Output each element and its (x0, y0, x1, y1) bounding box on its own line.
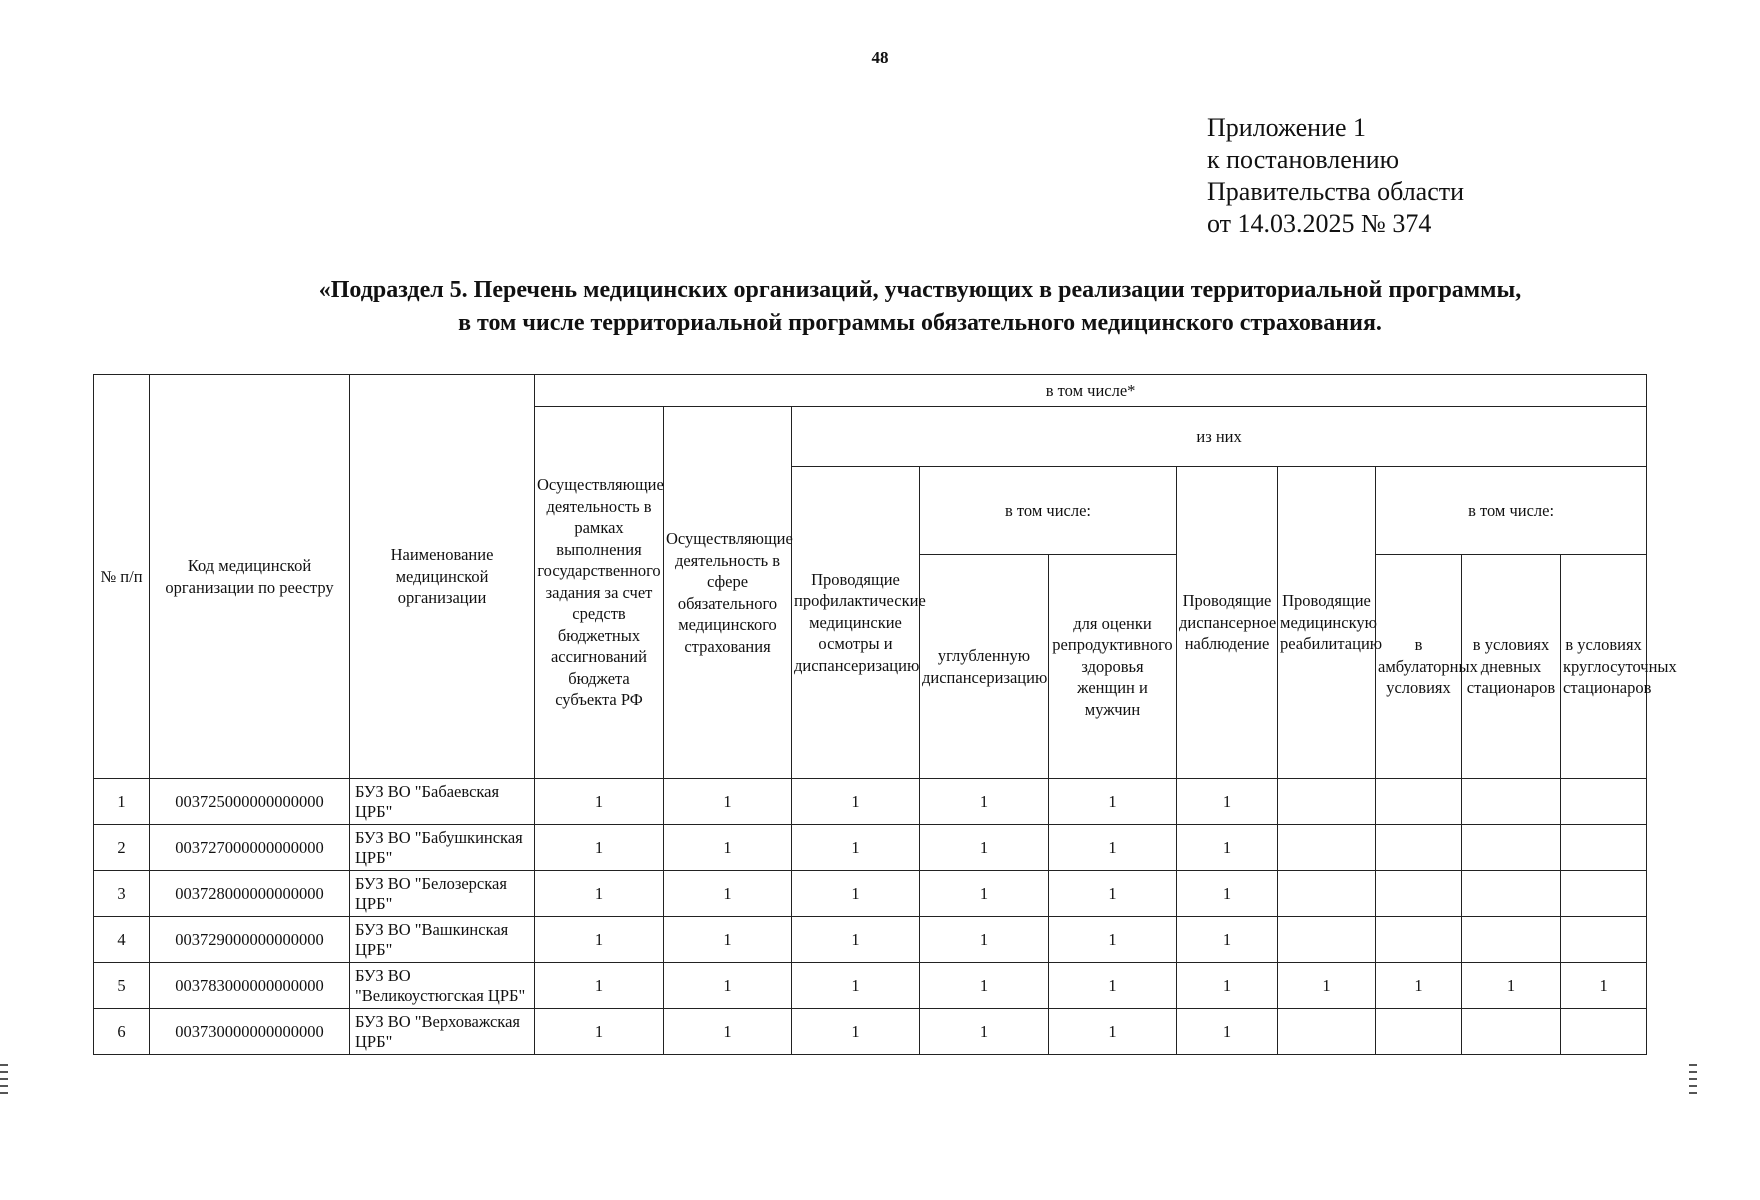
header-round: в условиях круглосуточных стационаров (1561, 555, 1647, 779)
cell-round (1561, 871, 1647, 917)
cell-deep: 1 (920, 1009, 1049, 1055)
cell-rehab (1278, 825, 1376, 871)
header-day: в условиях дневных стационаров (1462, 555, 1561, 779)
cell-amb (1376, 871, 1462, 917)
cell-disp: 1 (1177, 825, 1278, 871)
organizations-table (93, 374, 1677, 1055)
cell-code: 003725000000000000 (150, 779, 350, 825)
cell-budget: 1 (535, 779, 664, 825)
cell-repro: 1 (1049, 825, 1177, 871)
cell-name: БУЗ ВО "Вашкинская ЦРБ" (350, 917, 535, 963)
table-row (94, 779, 1647, 825)
cell-code: 003729000000000000 (150, 917, 350, 963)
appendix-block (1207, 112, 1464, 240)
header-including-1: в том числе: (920, 467, 1177, 555)
cell-budget: 1 (535, 963, 664, 1009)
cell-round (1561, 917, 1647, 963)
header-oms: Осуществляющие деятельность в сфере обязательного медицинского страхования (664, 407, 792, 779)
cell-oms: 1 (664, 917, 792, 963)
header-prof: Проводящие профилактические медицинские осмотры и диспансеризацию (792, 467, 920, 779)
header-rehab: Проводящие медицинскую реабилитацию (1278, 467, 1376, 779)
cell-day (1462, 779, 1561, 825)
cell-oms: 1 (664, 963, 792, 1009)
cell-name: БУЗ ВО "Бабаевская ЦРБ" (350, 779, 535, 825)
cell-repro: 1 (1049, 1009, 1177, 1055)
table-row (94, 1009, 1647, 1055)
cell-disp: 1 (1177, 963, 1278, 1009)
header-code: Код медицинской организации по реестру (150, 375, 350, 779)
cell-deep: 1 (920, 825, 1049, 871)
header-budget: Осуществляющие деятельность в рамках выполнения государственного задания за счет средств бюджетных ассигнований бюджета субъекта РФ (535, 407, 664, 779)
cell-name: БУЗ ВО "Великоустюгская ЦРБ" (350, 963, 535, 1009)
cell-rehab (1278, 779, 1376, 825)
cell-prof: 1 (792, 825, 920, 871)
cell-disp: 1 (1177, 779, 1278, 825)
cell-budget: 1 (535, 1009, 664, 1055)
cell-prof: 1 (792, 963, 920, 1009)
appendix-line: к постановлению (1207, 145, 1400, 174)
header-num: № п/п (94, 375, 150, 779)
appendix-line: Приложение 1 (1207, 113, 1367, 142)
cell-num: 5 (94, 963, 150, 1009)
cell-num: 3 (94, 871, 150, 917)
header-in-that-number: в том числе* (535, 375, 1647, 407)
table-row (94, 871, 1647, 917)
cell-amb: 1 (1376, 963, 1462, 1009)
cell-amb (1376, 825, 1462, 871)
header-repro: для оценки репродуктивного здоровья женщин и мужчин (1049, 555, 1177, 779)
cell-prof: 1 (792, 917, 920, 963)
cell-oms: 1 (664, 871, 792, 917)
cell-round: 1 (1561, 963, 1647, 1009)
cell-disp: 1 (1177, 871, 1278, 917)
appendix-line: Правительства области (1207, 177, 1465, 206)
cell-num: 4 (94, 917, 150, 963)
cell-rehab (1278, 917, 1376, 963)
header-including-2: в том числе: (1376, 467, 1647, 555)
header-amb: в амбулаторных условиях (1376, 555, 1462, 779)
cell-day (1462, 917, 1561, 963)
cell-oms: 1 (664, 1009, 792, 1055)
cell-budget: 1 (535, 917, 664, 963)
header-name: Наименование медицинской организации (350, 375, 535, 779)
cell-deep: 1 (920, 779, 1049, 825)
cell-day (1462, 825, 1561, 871)
cell-disp: 1 (1177, 917, 1278, 963)
cell-amb (1376, 1009, 1462, 1055)
cell-round (1561, 825, 1647, 871)
cell-repro: 1 (1049, 963, 1177, 1009)
appendix-line: от 14.03.2025 № 374 (1207, 209, 1432, 238)
cell-code: 003783000000000000 (150, 963, 350, 1009)
cell-prof: 1 (792, 871, 920, 917)
cell-prof: 1 (792, 1009, 920, 1055)
cell-day: 1 (1462, 963, 1561, 1009)
header-deep: углубленную диспансеризацию (920, 555, 1049, 779)
scan-margin-mark-right (1689, 1064, 1697, 1094)
cell-day (1462, 871, 1561, 917)
cell-prof: 1 (792, 779, 920, 825)
cell-day (1462, 1009, 1561, 1055)
scan-margin-mark-left (0, 1064, 8, 1094)
cell-repro: 1 (1049, 779, 1177, 825)
cell-code: 003728000000000000 (150, 871, 350, 917)
table-row (94, 963, 1647, 1009)
cell-deep: 1 (920, 917, 1049, 963)
table-row (94, 825, 1647, 871)
cell-num: 1 (94, 779, 150, 825)
cell-oms: 1 (664, 825, 792, 871)
cell-name: БУЗ ВО "Белозерская ЦРБ" (350, 871, 535, 917)
cell-repro: 1 (1049, 871, 1177, 917)
cell-amb (1376, 917, 1462, 963)
page-number: 48 (871, 48, 889, 67)
cell-deep: 1 (920, 871, 1049, 917)
cell-oms: 1 (664, 779, 792, 825)
header-disp: Проводящие диспансерное наблюдение (1177, 467, 1278, 779)
title-line: «Подраздел 5. Перечень медицинских организаций, участвующих в реализации территориальной программы, (318, 277, 1522, 303)
cell-round (1561, 1009, 1647, 1055)
title-line: в том числе территориальной программы обязательного медицинского страхования. (458, 310, 1382, 336)
cell-budget: 1 (535, 825, 664, 871)
cell-name: БУЗ ВО "Бабушкинская ЦРБ" (350, 825, 535, 871)
cell-code: 003727000000000000 (150, 825, 350, 871)
cell-num: 2 (94, 825, 150, 871)
cell-num: 6 (94, 1009, 150, 1055)
cell-repro: 1 (1049, 917, 1177, 963)
cell-rehab (1278, 871, 1376, 917)
cell-rehab (1278, 1009, 1376, 1055)
cell-amb (1376, 779, 1462, 825)
cell-round (1561, 779, 1647, 825)
cell-deep: 1 (920, 963, 1049, 1009)
cell-budget: 1 (535, 871, 664, 917)
cell-code: 003730000000000000 (150, 1009, 350, 1055)
table-row (94, 917, 1647, 963)
header-of-them: из них (792, 407, 1647, 467)
cell-disp: 1 (1177, 1009, 1278, 1055)
document-title (200, 274, 1640, 340)
cell-rehab: 1 (1278, 963, 1376, 1009)
cell-name: БУЗ ВО "Верховажская ЦРБ" (350, 1009, 535, 1055)
